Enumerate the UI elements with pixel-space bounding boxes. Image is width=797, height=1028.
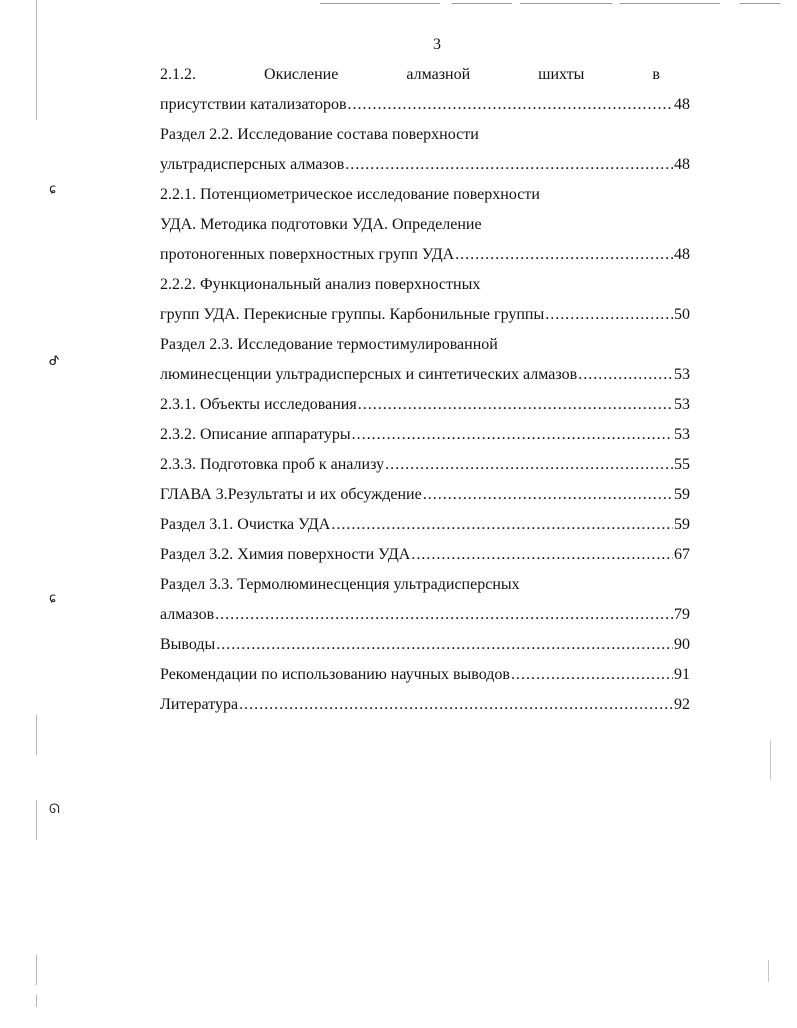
toc-entry [160,690,690,720]
toc-entry [160,150,690,180]
toc-leader-dots [345,150,673,180]
toc-leader-dots [358,390,673,420]
toc-entry-title: 2.3.3. Подготовка проб к анализу [160,456,385,473]
page-number: 3 [433,36,441,53]
toc-word: Окисление [264,66,339,83]
toc-leader-dots [348,90,673,120]
toc-entry-title: Рекомендации по использованию научных выводов [160,666,510,683]
toc-leader-dots [352,420,673,450]
scan-top-rule [740,3,780,4]
toc-leader-dots [423,480,673,510]
toc-entry-title: присутствии катализаторов [160,96,347,113]
toc-entry [160,450,690,480]
toc-entry-heading: 2.2.2. Функциональный анализ поверхностных [160,276,481,293]
toc-entry-page: 50 [674,306,690,323]
toc-word: алмазной [406,66,471,83]
binding-hole-mark: ᘏ [49,802,60,817]
toc-entry-page: 79 [674,606,690,623]
toc-leader-dots [385,450,673,480]
toc-entry-heading: 2.2.1. Потенциометрическое исследование поверхности [160,186,540,203]
toc-entry-page: 59 [674,486,690,503]
toc-entry-page: 53 [674,426,690,443]
scan-left-edge [36,800,37,840]
toc-entry [160,510,690,540]
toc-word: шихты [538,66,585,83]
toc-entry [160,540,690,570]
toc-entry-page: 53 [674,396,690,413]
scan-left-edge [36,715,37,755]
toc-leader-dots [215,600,673,630]
toc-entry-page: 48 [674,246,690,263]
scan-right-edge [768,960,769,982]
toc-entry-heading: Раздел 2.2. Исследование состава поверхности [160,126,479,143]
toc-leader-dots [239,690,673,720]
toc-entry [160,300,690,330]
binding-hole-mark: ɕ [49,182,57,197]
toc-entry-title: 2.3.1. Объекты исследования [160,396,357,413]
toc-entry-page: 92 [674,696,690,713]
toc-word: 2.1.2. [160,66,196,83]
toc-entry-title: алмазов [160,606,215,623]
toc-leader-dots [455,240,673,270]
scan-top-rule [452,3,512,4]
toc-entry [160,240,690,270]
toc-entry-page: 48 [674,156,690,173]
toc-entry [160,420,690,450]
scan-left-edge [36,0,37,120]
scan-left-edge [36,995,37,1007]
toc-entry-page: 90 [674,636,690,653]
toc-entry-heading [160,60,690,90]
toc-entry-page: 55 [674,456,690,473]
scan-top-rule [620,3,720,4]
toc-entry [160,360,690,390]
toc-leader-dots [578,360,673,390]
toc-entry-title: люминесценции ультрадисперсных и синтетических алмазов [160,366,578,383]
toc-entry-page: 48 [674,96,690,113]
toc-leader-dots [411,540,673,570]
toc-entry-title: Литература [160,696,239,713]
toc-entry-page: 59 [674,516,690,533]
toc-leader-dots [216,630,673,660]
toc-entry-title: Выводы [160,636,216,653]
toc-entry-page: 91 [674,666,690,683]
toc-entry-heading: Раздел 3.3. Термолюминесценция ультрадисперсных [160,576,520,593]
toc-entry-page: 53 [674,366,690,383]
toc-entry-title: ГЛАВА 3.Результаты и их обсуждение [160,486,422,503]
scan-left-edge [36,955,37,985]
binding-hole-mark: ɕ [49,591,57,606]
toc-entry-title: Раздел 3.1. Очистка УДА [160,516,331,533]
toc-entry [160,600,690,630]
toc-leader-dots [331,510,673,540]
toc-entry [160,390,690,420]
binding-hole-mark: ᕷ [49,354,60,369]
toc-entry [160,480,690,510]
toc-leader-dots [545,300,673,330]
toc-word: в [652,66,660,83]
toc-entry-title: 2.3.2. Описание аппаратуры [160,426,351,443]
toc-entry [160,660,690,690]
toc-entry-title: ультрадисперсных алмазов [160,156,345,173]
toc-entry-title: Раздел 3.2. Химия поверхности УДА [160,546,411,563]
toc-entry [160,630,690,660]
scan-right-edge [770,740,771,780]
toc-entry-page: 67 [674,546,690,563]
toc-entry-heading: УДА. Методика подготовки УДА. Определение [160,216,482,233]
toc-entry [160,90,690,120]
scan-top-rule [520,3,612,4]
scan-top-rule [320,3,440,4]
toc-entry-title: протоногенных поверхностных групп УДА [160,246,455,263]
toc-entry-heading: Раздел 2.3. Исследование термостимулированной [160,336,498,353]
toc-leader-dots [511,660,673,690]
toc-entry-title: групп УДА. Перекисные группы. Карбонильные группы [160,306,545,323]
table-of-contents [160,60,690,720]
